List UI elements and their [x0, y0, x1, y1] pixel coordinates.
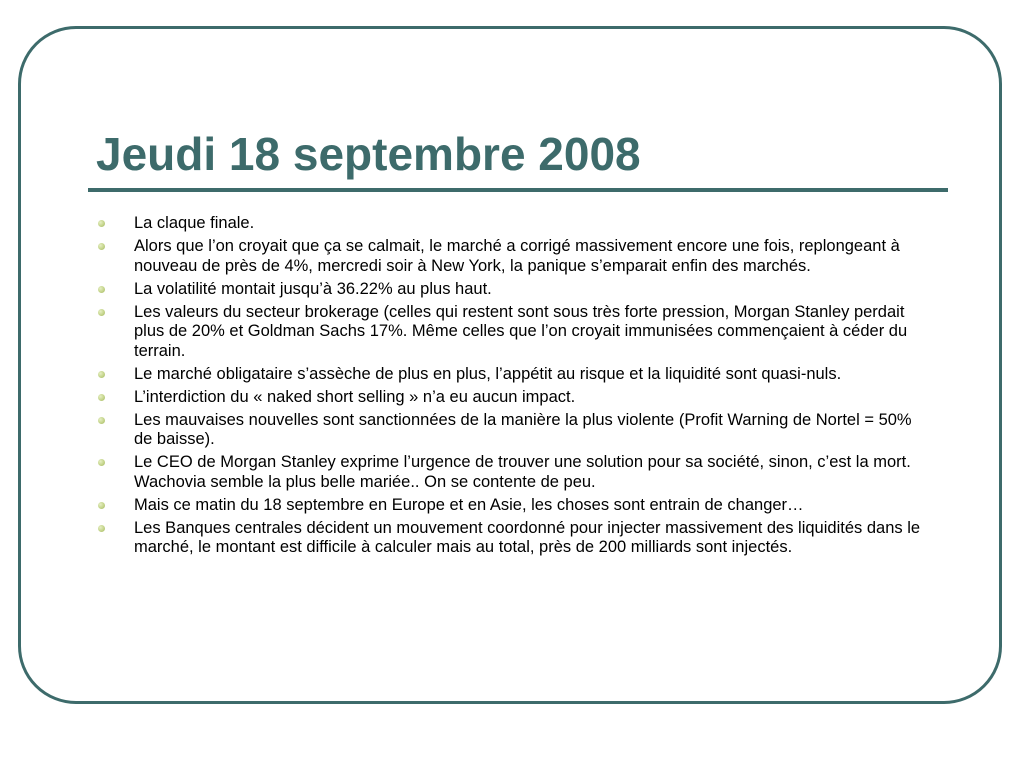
bullet-dot-icon — [98, 243, 105, 250]
bullet-dot-icon — [98, 525, 105, 532]
bullet-dot-icon — [98, 286, 105, 293]
bullet-text: Les mauvaises nouvelles sont sanctionnées de la manière la plus violente (Profit Warning de Nortel = 50% de baisse). — [134, 410, 912, 448]
bullet-item — [134, 303, 934, 362]
bullet-text: Le CEO de Morgan Stanley exprime l’urgence de trouver une solution pour sa société, sinon, c’est la mort. Wachovia semble la plus belle mariée.. On se contente de peu. — [134, 453, 911, 491]
bullet-item — [134, 388, 934, 408]
bullet-dot-icon — [98, 459, 105, 466]
bullet-item — [134, 496, 934, 516]
slide-title: Jeudi 18 septembre 2008 — [96, 128, 641, 180]
bullet-text: La volatilité montait jusqu’à 36.22% au plus haut. — [134, 279, 492, 298]
bullet-text: Alors que l’on croyait que ça se calmait, le marché a corrigé massivement encore une fois, replongeant à nouveau de près de 4%, mercredi soir à New York, la panique s’emparait enfin des marchés. — [134, 237, 900, 275]
bullet-item — [134, 365, 934, 385]
bullet-dot-icon — [98, 394, 105, 401]
bullet-dot-icon — [98, 371, 105, 378]
bullet-item — [134, 214, 934, 234]
bullet-dot-icon — [98, 502, 105, 509]
title-underline — [88, 188, 948, 192]
bullet-text: Mais ce matin du 18 septembre en Europe et en Asie, les choses sont entrain de changer… — [134, 495, 804, 514]
bullet-dot-icon — [98, 309, 105, 316]
bullet-dot-icon — [98, 220, 105, 227]
bullet-text: Le marché obligataire s’assèche de plus en plus, l’appétit au risque et la liquidité sont quasi-nuls. — [134, 364, 842, 383]
bullet-item — [134, 411, 934, 450]
bullet-item — [134, 280, 934, 300]
bullet-dot-icon — [98, 417, 105, 424]
bullet-item — [134, 237, 934, 276]
bullet-item — [134, 519, 934, 558]
bullet-list — [134, 214, 934, 561]
bullet-item — [134, 453, 934, 492]
bullet-text: La claque finale. — [134, 214, 255, 232]
bullet-text: L’interdiction du « naked short selling » n’a eu aucun impact. — [134, 387, 576, 406]
bullet-text: Les Banques centrales décident un mouvement coordonné pour injecter massivement des liquidités dans le marché, le montant est difficile à calculer mais au total, près de 200 milliards sont injectés. — [134, 518, 921, 556]
bullet-text: Les valeurs du secteur brokerage (celles qui restent sont sous très forte pression, Morgan Stanley perdait plus de 20% et Goldman Sachs 17%. Même celles que l’on croyait immunisées commençaient à céder du terrain. — [134, 302, 908, 360]
